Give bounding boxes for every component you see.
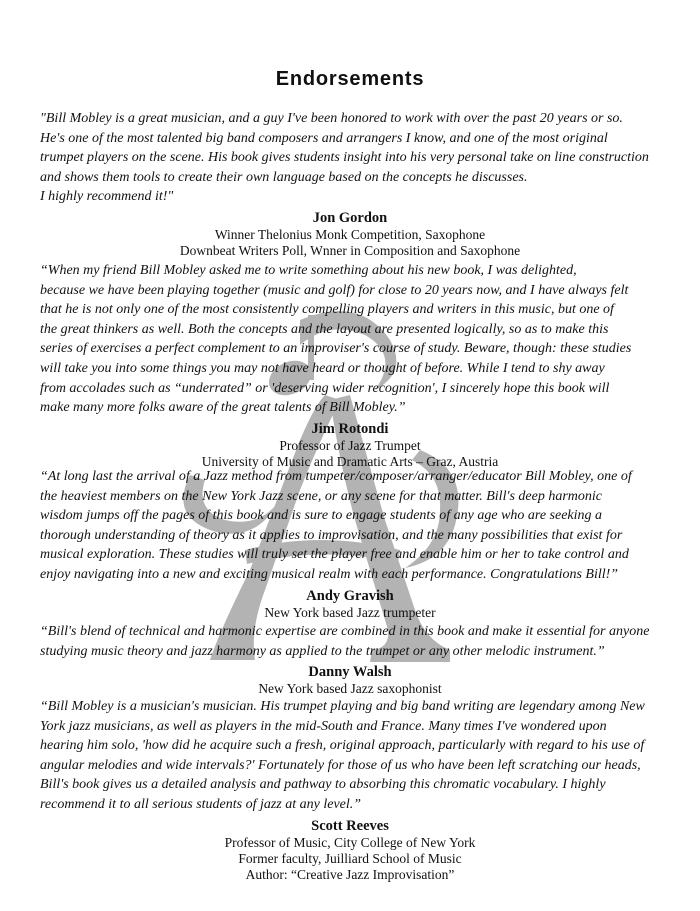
endorsement-quote <box>40 622 652 661</box>
quote-line: Bill's book gives us a detailed analysis and pathway to absorbing this chromatic vocabulary. I highly <box>40 777 606 793</box>
quote-line: “Bill Mobley is a musician's musician. His trumpet playing and big band writing are legendary among New <box>40 699 645 714</box>
quote-line: “Bill's blend of technical and harmonic expertise are combined in this book and make it essential for anyone <box>40 624 650 639</box>
endorser-credential: Author: “Creative Jazz Improvisation” <box>245 866 455 882</box>
quote-line: recommend it to all serious students of jazz at any level.” <box>40 796 362 812</box>
endorsement-andy-gravish <box>0 467 700 621</box>
quote-line: that he is not only one of the most consistently compelling players and writers in this music, but one of <box>40 302 614 318</box>
quote-line: will take you into some things you may not have heard or thought of before. While I tend to shy away <box>40 360 605 376</box>
quote-line: enjoy navigating into a new and exciting musical realm with each performance. Congratulations Bill!” <box>40 566 619 582</box>
endorser-credential: University of Music and Dramatic Arts – Graz, Austria <box>201 453 499 469</box>
quote-line: York jazz musicians, as well as players in the mid-South and France. Many times I've wondered upon <box>40 718 607 734</box>
quote-line: “When my friend Bill Mobley asked me to write something about his new book, I was delighted, <box>40 263 577 278</box>
endorser-credential: Downbeat Writers Poll, Wnner in Composition and Saxophone <box>179 242 521 258</box>
quote-line: wisdom jumps off the pages of this book and is sure to engage students of any age who are seeking a <box>40 508 603 524</box>
endorser-credential: Former faculty, Juilliard School of Music <box>238 850 462 866</box>
endorser-credential: New York based Jazz trumpeter <box>264 604 436 620</box>
quote-line: He's one of the most talented big band composers and arrangers I know, and one of the most original <box>40 130 608 146</box>
endorser-credential: New York based Jazz saxophonist <box>258 681 442 697</box>
endorser-credential: Winner Thelonius Monk Competition, Saxophone <box>214 226 486 242</box>
quote-line: and shows them tools to create their own language based on the concepts he discusses. <box>40 169 528 185</box>
quote-line: the heaviest members on the New York Jazz scene, or any scene for that matter. Bill's deep harmonic <box>40 488 602 504</box>
quote-line: angular melodies and wide intervals?' Fortunately for those of us who have been left scratching our heads, <box>40 757 641 773</box>
endorsement-scott-reeves <box>0 697 700 883</box>
quote-line: thorough understanding of theory as it applies to improvisation, and the many possibilities that exist for <box>40 527 623 543</box>
quote-line: "Bill Mobley is a great musician, and a guy I've been honored to work with over the past 20 years or so. <box>40 111 623 126</box>
quote-line: hearing him solo, 'how did he acquire such a fresh, original approach, particularly with regard to his use of <box>40 738 645 754</box>
quote-line: from accolades such as “underrated” or 'deserving wider recognition', I sincerely hope this book will <box>40 380 610 396</box>
endorser-name: Jim Rotondi <box>311 420 389 437</box>
quote-line: make many more folks aware of the great talents of Bill Mobley.” <box>40 400 406 416</box>
quote-line: I highly recommend it!" <box>40 189 174 205</box>
quote-line: the great thinkers as well. Both the concepts and the layout are presented logically, so as to make this <box>40 321 609 337</box>
endorsement-quote <box>40 697 652 815</box>
quote-line: series of exercises a perfect complement to an improviser's course of study. Beware, though: these studies <box>40 341 632 357</box>
endorser-name: Danny Walsh <box>308 664 392 681</box>
endorser-name: Scott Reeves <box>311 817 389 834</box>
endorser-credential: Professor of Jazz Trumpet <box>279 437 421 453</box>
quote-line: musical exploration. These studies will truly set the player free and enable him or her to take control and <box>40 547 629 563</box>
endorsement-jon-gordon <box>0 109 700 259</box>
quote-line: studying music theory and jazz harmony as applied to the trumpet or any other melodic instrument.” <box>40 643 605 659</box>
endorser-credential: Professor of Music, City College of New York <box>224 834 476 850</box>
endorsement-danny-walsh <box>0 622 700 697</box>
quote-line: “At long last the arrival of a Jazz method from tumpeter/composer/arranger/educator Bill Mobley, one of <box>40 469 632 484</box>
endorser-name: Jon Gordon <box>312 209 388 226</box>
endorsement-jim-rotondi <box>0 261 700 470</box>
quote-line: trumpet players on the scene. His book gives students insight into his very personal take on line construction <box>40 150 649 166</box>
endorsement-quote <box>40 467 652 585</box>
endorsement-quote <box>40 109 652 207</box>
endorsement-quote <box>40 261 652 418</box>
page-title: Endorsements <box>275 68 425 90</box>
quote-line: because we have been playing together (music and golf) for close to 20 years now, and I have always felt <box>40 282 629 298</box>
endorser-name: Andy Gravish <box>306 587 394 604</box>
